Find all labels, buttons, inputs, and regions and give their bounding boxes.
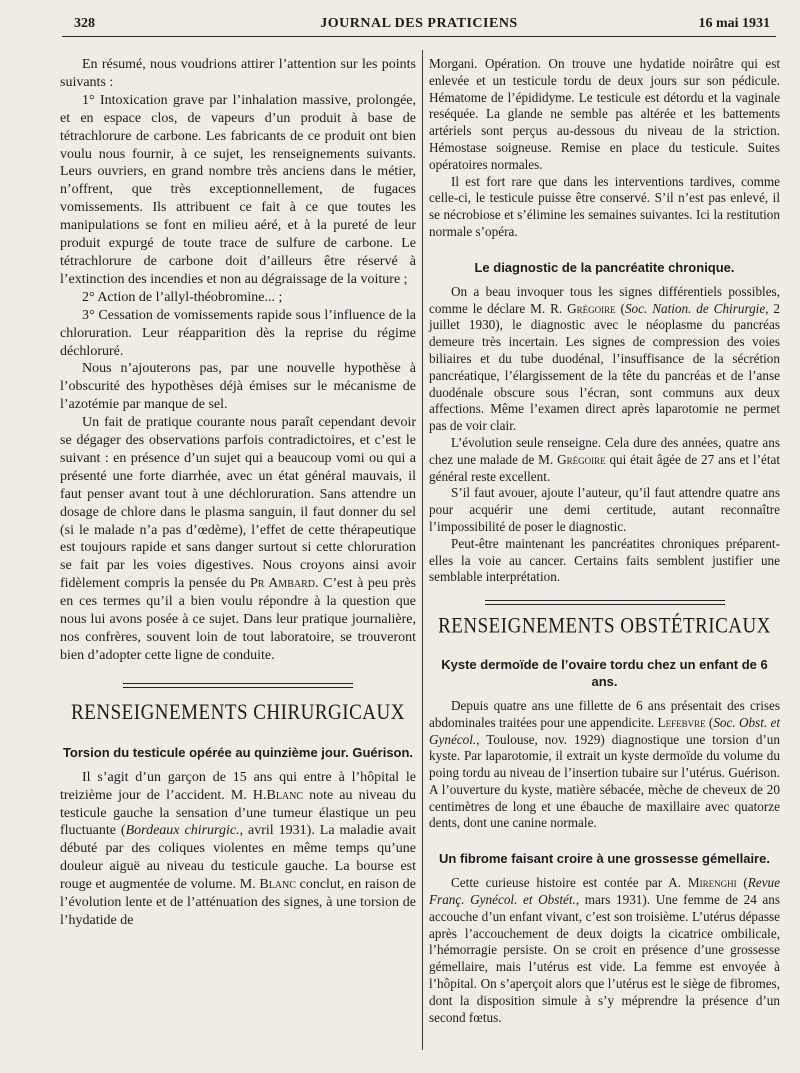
page-header [62,14,776,37]
text-run: qui était âgée de 27 ans et l’état général reste excellent. [429,451,781,484]
paragraph: 2° Action de l’allyl-théobromine... ; [82,289,283,305]
paragraph [60,769,416,930]
left-column [60,56,416,930]
journal-reference: Soc. Nation. de Chirurgie [624,300,766,316]
paragraph: Nous n’ajouterons pas, par une nouvelle hypothèse à l’obscurité des hypothèses déjà émises sur le mécanisme de l’azotémie par manque de sel. [60,361,416,413]
author-name: Mirenghi [687,875,737,891]
paragraph [429,284,780,435]
article-title: Un fibrome faisant croire à une grossesse gémellaire. [439,851,770,867]
text-run: ( [705,714,714,730]
article-title: Torsion du testicule opérée au quinzième jour. Guérison. [62,744,414,760]
paragraph: 1° Intoxication grave par l’inhalation massive, prolongée, et en espace clos, de vapeurs d’un produit à base de tétrachlorure de carbone. Les fabricants de ce produit ont bien voulu nous fournir, à ce sujet, les renseignements suivants. Leurs ouvriers, en grand nombre très anciens dans le métier, n’offrent, que très exceptionnellement, de fugaces vomissements. Ils attribuent ce fait à ce que toutes les manipulations se font en milieu aéré, et à la pureté de leur produit expurgé de toute trace de sulfure de carbone. Le tétrachlorure de carbone doit d’ailleurs être réservé à l’extinction des incendies et non au dégraissage de la voiture ; [60,92,416,287]
author-name: Blanc [266,787,304,803]
author-name: Pr Ambard [249,576,315,592]
section-title: RENSEIGNEMENTS OBSTÉTRICAUX [438,614,771,639]
text-run: On a beau invoquer tous les signes différentiels possibles, comme le déclare M. R. [429,283,780,316]
page-number: 328 [74,16,95,31]
text-run: Un fait de pratique courante nous paraît cependant devoir se dégager des observations parfois contradictoires, et c’est le suivant : en présence d’un sujet qui a beaucoup vomi ou qui a présenté une forte diarrhée, avec un état général mauvais, il faut penser avant tout à une déchloruration. Sans attendre un dosage de chlore dans le plasma sanguin, il faut donner du sel (si le malade n’a pas d’œdème), l’effet de cette thérapeutique est toujours rapide et sans danger surtout si cette chloruration se fait par les voies digestives. Nous croyons ainsi avoir fidèlement compris la pensée du [60,415,416,592]
author-name: Grégoire [557,451,606,467]
article-title: Kyste dermoïde de l’ovaire tordu chez un enfant de 6 ans. [441,656,768,689]
right-column [429,56,780,1026]
journal-title: JOURNAL DES PRATICIENS [320,16,518,31]
issue-date: 16 mai 1931 [698,16,770,31]
paragraph: En résumé, nous voudrions attirer l’attention sur les points suivants : [60,57,416,90]
column-divider [422,50,423,1050]
section-title: RENSEIGNEMENTS CHIRURGICAUX [71,700,405,725]
spacer [429,832,780,844]
text-run: Cette curieuse histoire est contée par A. [451,875,682,891]
text-run: Il s’agit d’un garçon de 15 ans qui entre à l’hôpital le treizième jour de l’accident. M. H. [60,769,416,803]
paragraph: S’il faut avouer, ajoute l’auteur, qu’il faut attendre quatre ans pour acquérir une demi certitude, autant reconnaître l’impossibilité de poser le diagnostic. [429,485,780,534]
text-run: , Toulouse, nov. 1929) diagnostique une torsion d’un kyste. Par laparotomie, il extrait un kyste dermoïde du volume du poing tordu au niveau de l’insertion tubaire sur l’utérus. Guérison. A l’ouverture du kyste, matière sébacée, mèche de cheveux de 20 centimètres de long et une ébauche de maxillaire avec quatorze dents, dont une canine normale. [429,731,780,831]
paragraph [429,875,780,1026]
journal-reference: Bordeaux chirurgic. [125,823,240,839]
paragraph: Il est fort rare que dans les interventions tardives, comme celle-ci, le testicule puisse être conservé. S’il n’est pas enlevé, il se nécrobiose et s’élimine les semaines suivantes. Ici la restitution normale s’opéra. [429,173,780,239]
text-run: L’évolution seule renseigne. Cela dure des années, quatre ans chez une malade de M. [429,434,780,467]
author-name: Lefebvre [657,714,706,730]
section-rule [485,600,725,605]
text-run: , 2 juillet 1930), le diagnostic avec le néoplasme du pancréas demeure très incertain. Les signes de compression des voies biliaires et du tube duodénal, l’insuffisance de la sécrétion pancréatique, l’élargissement de la tête du pancréas et de l’anse duodénale obscure sous l’écran, sont communs aux deux affections. Même l’examen direct après laparotomie ne permet pas de voir clair. [429,300,781,434]
paragraph [429,698,780,832]
paragraph: Morgani. Opération. On trouve une hydatide noirâtre qui est enlevée et un testicule tordu de deux jours sur son pédicule. Hématome de l’épididyme. Le testicule est détordu et la vaginale reséquée. La glande ne semble pas altérée et les battements artériels sont perçus au-dessous du niveau de la striction. Hémostase soigneuse. Remise en place du testicule. Suites opératoires normales. [429,56,780,172]
article-title: Le diagnostic de la pancréatite chronique. [474,259,735,275]
text-run: Depuis quatre ans une fillette de 6 ans présentait des crises abdominales traitées pour une appendicite. [429,697,780,730]
paragraph: 3° Cessation de vomissements rapide sous l’influence de la chloruration. Leur réapparition dès la reprise du régime déchloruré. [60,307,416,359]
text-run: , avril 1931). La maladie avait débuté par des coliques violentes en même temps qu’une douleur aiguë au niveau du testicule gauche. La bourse est rouge et augmentée de volume. M. [60,823,417,893]
text-run: ( [615,300,625,316]
section-rule [123,683,353,688]
paragraph: Peut-être maintenant les pancréatites chroniques préparent-elles la voie au cancer. Certains faits semblent justifier une semblable interprétation. [429,535,780,585]
text-run: , mars 1931). Une femme de 24 ans accouche d’un enfant vivant, c’est son troisième. L’utérus dépasse après l’accouchement de deux doigts la cicatrice ombilicale, l’hémorragie persiste. On se croit en présence d’une grossesse gémellaire, mais l’utérus est vide. La femme est envoyée à l’hôpital. On s’aperçoit alors que l’utérus est le siège de fibromes, dont la disposition simule à s’y méprendre la présence d’un second fœtus. [429,892,780,1025]
paragraph [60,414,416,665]
text-run: . C’est à peu près en ces termes qu’il a bien voulu répondre à la question que nous lui avons posée à ce sujet. Dans leur pratique journalière, nos confrères, souvent loin de tout laboratoire, se trouveront bien d’adopter cette ligne de conduite. [60,576,417,663]
paragraph [429,435,780,485]
author-name: Blanc [259,877,296,893]
spacer [429,241,780,253]
text-run: note au niveau du testicule gauche la sensation d’une tumeur élastique un peu fluctuante ( [60,787,416,839]
text-run: ( [736,875,748,891]
journal-reference: Revue Franç. Gynécol. et Obstét. [429,875,780,908]
author-name: Grégoire [567,300,616,316]
text-run: conclut, en raison de l’évolution lente et de l’atténuation des signes, à une torsion de l’hydatide de [60,877,416,928]
journal-reference: Soc. Obst. et Gynécol. [429,714,780,747]
